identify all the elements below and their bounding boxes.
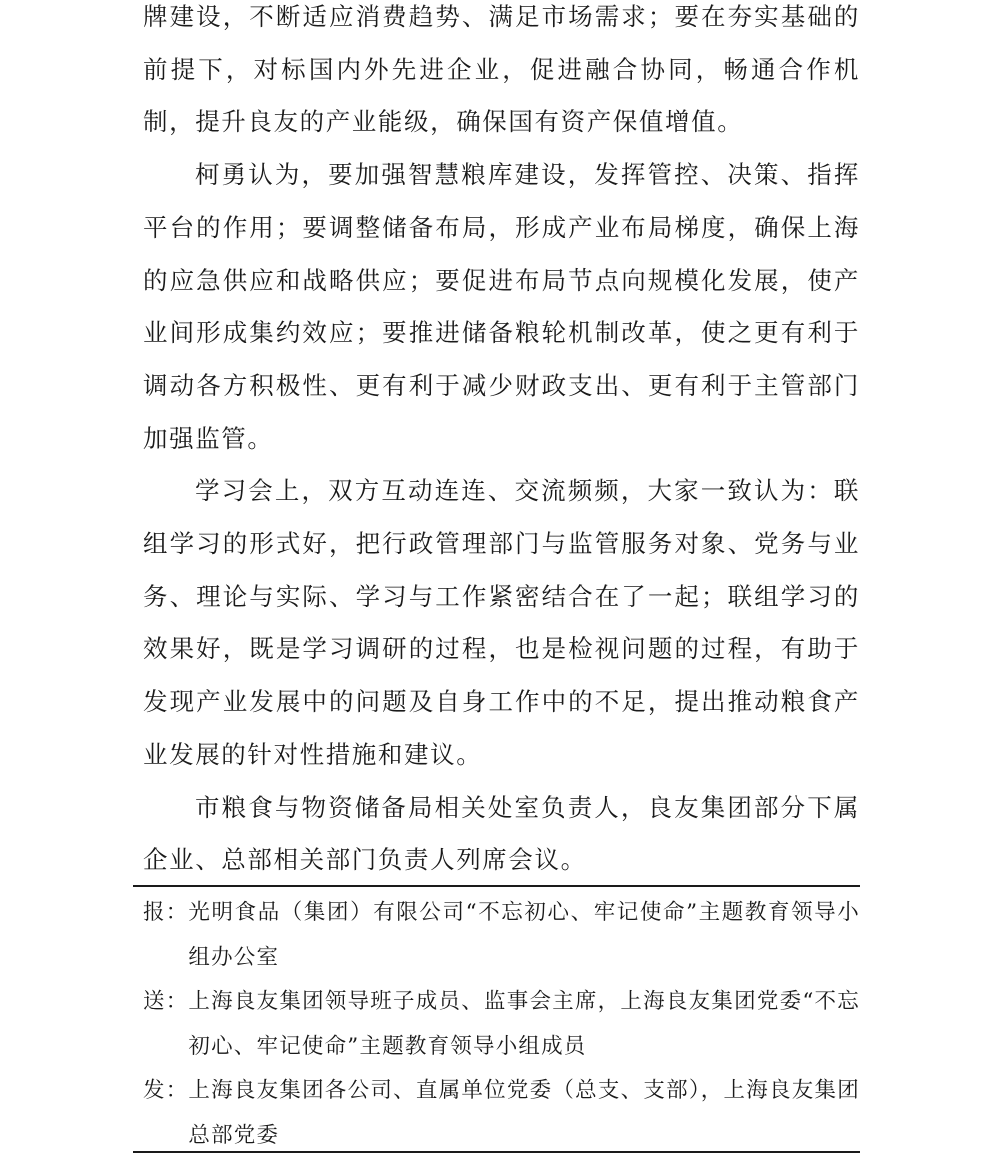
send-label: 送： [143, 989, 189, 1014]
distribution-report [143, 891, 860, 980]
report-label: 报： [143, 900, 189, 925]
distribution-issue [143, 1069, 860, 1158]
report-recipients: 光明食品（集团）有限公司“不忘初心、牢记使命”主题教育领导小组办公室 [188, 900, 860, 970]
distribution-block [133, 885, 860, 1153]
send-recipients: 上海良友集团领导班子成员、监事会主席，上海良友集团党委“不忘初心、牢记使命”主题教育领导小组成员 [188, 989, 860, 1059]
document-body [143, 0, 860, 887]
paragraph-continuation: 牌建设，不断适应消费趋势、满足市场需求；要在夯实基础的前提下，对标国内外先进企业，促进融合协同，畅通合作机制，提升良友的产业能级，确保国有资产保值增值。 [143, 2, 860, 137]
paragraph-ke-yong: 柯勇认为，要加强智慧粮库建设，发挥管控、决策、指挥平台的作用；要调整储备布局，形成产业布局梯度，确保上海的应急供应和战略供应；要促进布局节点向规模化发展，使产业间形成集约效应；要推进储备粮轮机制改革，使之更有利于调动各方积极性、更有利于减少财政支出、更有利于主管部门加强监管。 [143, 160, 860, 453]
paragraph-attendees: 市粮食与物资储备局相关处室负责人，良友集团部分下属企业、总部相关部门负责人列席会议。 [143, 792, 860, 875]
paragraph-study-session: 学习会上，双方互动连连、交流频频，大家一致认为：联组学习的形式好，把行政管理部门与监管服务对象、党务与业务、理论与实际、学习与工作紧密结合在了一起；联组学习的效果好，既是学习调研的过程，也是检视问题的过程，有助于发现产业发展中的问题及自身工作中的不足，提出推动粮食产业发展的针对性措施和建议。 [143, 476, 860, 769]
distribution-send [143, 980, 860, 1069]
issue-recipients: 上海良友集团各公司、直属单位党委（总支、支部），上海良友集团总部党委 [188, 1078, 860, 1148]
issue-label: 发： [143, 1078, 189, 1103]
